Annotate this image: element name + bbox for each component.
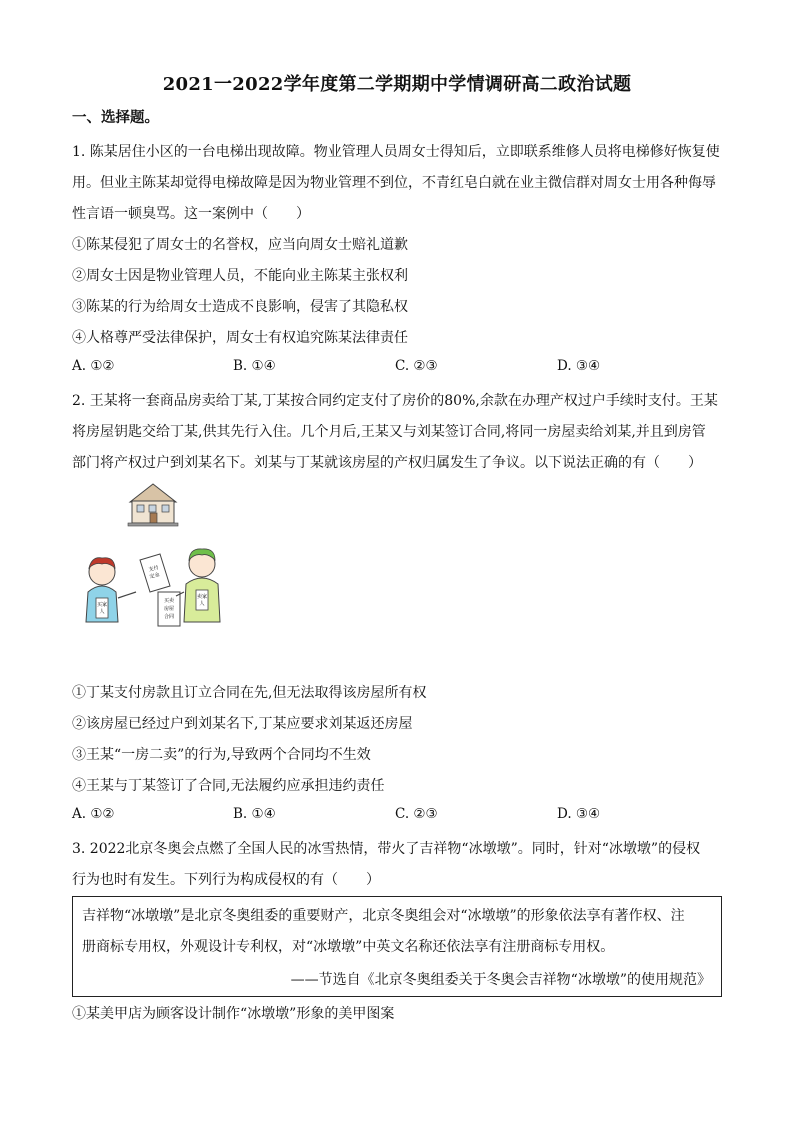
q3-line-2: 行为也时有发生。下列行为构成侵权的有（ ） [72, 872, 380, 888]
q2-option-2: ②该房屋已经过户到刘某名下,丁某应要求刘某返还房屋 [72, 716, 413, 732]
q3-box-line-1: 吉祥物“冰墩墩”是北京冬奥组委的重要财产，北京冬奥组会对“冰墩墩”的形象依法享有著作权、注 [82, 908, 685, 924]
house-icon [128, 484, 178, 526]
buyer-label-part1: 买家 [96, 602, 108, 608]
q2-answer-choices [72, 806, 632, 826]
contract-document [158, 592, 180, 626]
buyer-label-part2: 人 [99, 609, 105, 615]
q2-line-2: 将房屋钥匙交给丁某,供其先行入住。几个月后,王某又与刘某签订合同,将同一房屋卖给刘某,并且到房管 [72, 424, 706, 440]
seller-figure [176, 549, 220, 622]
q3-line-1: 3. 2022北京冬奥会点燃了全国人民的冰雪热情，带火了吉祥物“冰墩墩”。同时，针对“冰墩墩”的侵权 [72, 841, 701, 857]
q1-line-2: 用。但业主陈某却觉得电梯故障是因为物业管理不到位，不青红皂白就在业主微信群对周女士用各种侮辱 [72, 175, 716, 191]
q2-choice-a: A. ①② [72, 806, 115, 822]
q3-material-box [72, 896, 722, 997]
q2-option-3: ③王某“一房二卖”的行为,导致两个合同均不生效 [72, 747, 371, 763]
q1-choice-c: C. ②③ [395, 358, 438, 374]
q1-line-1: 1. 陈某居住小区的一台电梯出现故障。物业管理人员周女士得知后，立即联系维修人员将电梯修好恢复使 [72, 144, 720, 160]
q3-box-line-2: 册商标专用权，外观设计专利权，对“冰墩墩”中英文名称还依法享有注册商标专用权。 [82, 939, 615, 955]
q1-choice-d: D. ③④ [557, 358, 601, 374]
q3-option-1: ①某美甲店为顾客设计制作“冰墩墩”形象的美甲图案 [72, 1006, 395, 1022]
q2-choice-d: D. ③④ [557, 806, 601, 822]
q2-option-4: ④王某与丁某签订了合同,无法履约应承担违约责任 [72, 778, 385, 794]
seller-label-part2: 人 [199, 601, 205, 607]
doc-label-part1: 支付 [148, 564, 160, 574]
buyer-figure [86, 558, 136, 622]
payment-document [140, 554, 170, 592]
contract-label-3: 合同 [163, 614, 175, 620]
section-heading: 一、选择题。 [72, 109, 159, 126]
contract-label-2: 房屋 [163, 606, 175, 612]
q1-option-3: ③陈某的行为给周女士造成不良影响，侵害了其隐私权 [72, 299, 408, 315]
q2-choice-b: B. ①④ [233, 806, 276, 822]
q1-answer-choices [72, 358, 632, 378]
house-sale-illustration [78, 480, 228, 638]
q2-option-1: ①丁某支付房款且订立合同在先,但无法取得该房屋所有权 [72, 685, 427, 701]
q3-box-source: ——节选自《北京冬奥组委关于冬奥会吉祥物“冰墩墩”的使用规范》 [290, 972, 711, 988]
q1-choice-b: B. ①④ [233, 358, 276, 374]
seller-label-part1: 卖家 [196, 594, 208, 600]
doc-label-part2: 定金 [149, 571, 161, 581]
q2-line-3: 部门将产权过户到刘某名下。刘某与丁某就该房屋的产权归属发生了争议。以下说法正确的有（ ） [72, 455, 702, 471]
q1-option-2: ②周女士因是物业管理人员，不能向业主陈某主张权利 [72, 268, 408, 284]
q1-option-4: ④人格尊严受法律保护，周女士有权追究陈某法律责任 [72, 330, 408, 346]
q2-choice-c: C. ②③ [395, 806, 438, 822]
q1-choice-a: A. ①② [72, 358, 115, 374]
q1-line-3: 性言语一顿臭骂。这一案例中（ ） [72, 206, 310, 222]
q2-line-1: 2. 王某将一套商品房卖给丁某,丁某按合同约定支付了房价的80%,余款在办理产权过户手续时支付。王某 [72, 393, 718, 409]
page-title: 2021一2022学年度第二学期期中学情调研高二政治试题 [162, 74, 632, 95]
contract-label-1: 买卖 [163, 598, 175, 604]
q1-option-1: ①陈某侵犯了周女士的名誉权，应当向周女士赔礼道歉 [72, 237, 408, 253]
